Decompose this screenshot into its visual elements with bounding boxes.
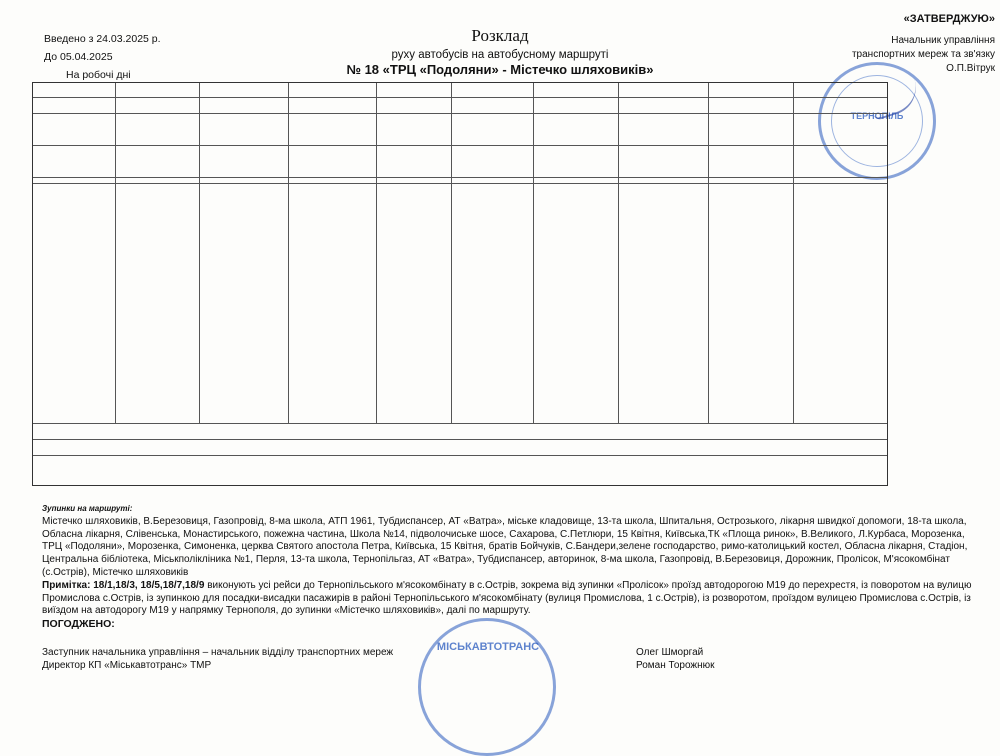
approve-line-1: Начальник управління — [891, 35, 995, 46]
footer-right-2: Роман Торожнюк — [636, 660, 715, 671]
row-divider — [33, 97, 887, 98]
approve-line-2: транспортних мереж та зв'язку — [851, 49, 995, 60]
notes-block — [42, 503, 972, 631]
agreed-label: ПОГОДЖЕНО: — [42, 618, 115, 631]
company-stamp-icon — [418, 618, 556, 756]
stops-label: Зупинки на маршруті: — [42, 504, 133, 513]
column-divider — [115, 83, 116, 423]
note-text: виконують усі рейси до Тернопільського м'ясокомбінату в с.Острів, зокрема від зупинки «Пролісок» проїзд автодорогою М19 до перехрестя, із поворотом на вулицю Промислова с.Острів, із зупинкою для посадки-висадки пасажирів в районі Тернопільського м'ясокомбінату (вулиця Промислова, 1 с.Острів), із розворотом, проїздом вулицею Промислова с.Острів, із виїздом на автодорогу М19 у напрямку Тернополя, до зупинки «Містечко шляховиків», далі по маршруту. — [42, 579, 972, 617]
footer-right-1: Олег Шморгай — [636, 647, 704, 658]
column-divider — [376, 83, 377, 423]
stamp-label: МІСЬКАВТОТРАНС — [436, 641, 540, 653]
title-main: Розклад — [471, 26, 529, 45]
stamp-top-label: ТЕРНОПІЛЬ — [850, 111, 904, 121]
column-divider — [533, 83, 534, 423]
footer-left-1: Заступник начальника управління – начальник відділу транспортних мереж — [42, 647, 394, 658]
column-divider — [618, 83, 619, 423]
row-divider — [33, 145, 887, 146]
page-title — [250, 26, 750, 77]
row-divider — [33, 183, 887, 184]
approve-label: «ЗАТВЕРДЖУЮ» — [903, 13, 995, 25]
title-subtitle: руху автобусів на автобусному маршруті — [391, 49, 609, 61]
column-divider — [451, 83, 452, 423]
row-divider — [33, 423, 887, 424]
header-left — [44, 30, 161, 84]
approve-name: О.П.Вітрук — [946, 63, 995, 74]
schedule-table — [32, 82, 888, 486]
intro-date: Введено з 24.03.2025 р. — [44, 33, 161, 45]
row-divider — [33, 455, 887, 456]
row-divider — [33, 439, 887, 440]
row-divider — [33, 177, 887, 178]
column-divider — [708, 83, 709, 423]
days-label: На робочі дні — [66, 69, 131, 81]
footer-left-2: Директор КП «Міськавтотранс» ТМР — [42, 660, 212, 671]
title-route: № 18 «ТРЦ «Подоляни» - Містечко шляховиків» — [346, 62, 654, 77]
note-label: Примітка: 18/1,18/3, 18/5,18/7,18/9 — [42, 579, 205, 591]
row-divider — [33, 113, 887, 114]
column-divider — [793, 83, 794, 423]
column-divider — [199, 83, 200, 423]
stops-text: Містечко шляховиків, В.Березовиця, Газопровід, 8-ма школа, АТП 1961, Тубдиспансер, АТ «Ватра», міське кладовище, 13-та школа, Шпитальня, Острозького, лікарня швидкої допомоги, 18-та школа, Обласна лікарня, Слівенська, Монастирського, пожежна частина, Школа №14, підволочиське шосе, Сахарова, С.Петлюри, 15 Квітня, Київська,ТК «Площа ринок», В.Великого, Л.Курбаса, Морозенка, ТРЦ «Подоляни», Морозенка, Симоненка, церква Святого апостола Петра, Київська, 15 Квітня, братів Бойчуків, С.Бандери,зелене господарство, римо-католицький костел, Обласна лікарня, Стадіон, Центральна бібліотека, Міськполікліника №1, Перля, 13-та школа, Тернопільгаз, АТ «Ватра», Тубдиспансер, авторинок, 8-ма школа, Газопровід, В.Березовиця, Дорожник, Пролісок, М'ясокомбінат (с.Острів), Містечко шляховиків — [42, 515, 968, 578]
until-date: До 05.04.2025 — [44, 51, 113, 63]
column-divider — [288, 83, 289, 423]
